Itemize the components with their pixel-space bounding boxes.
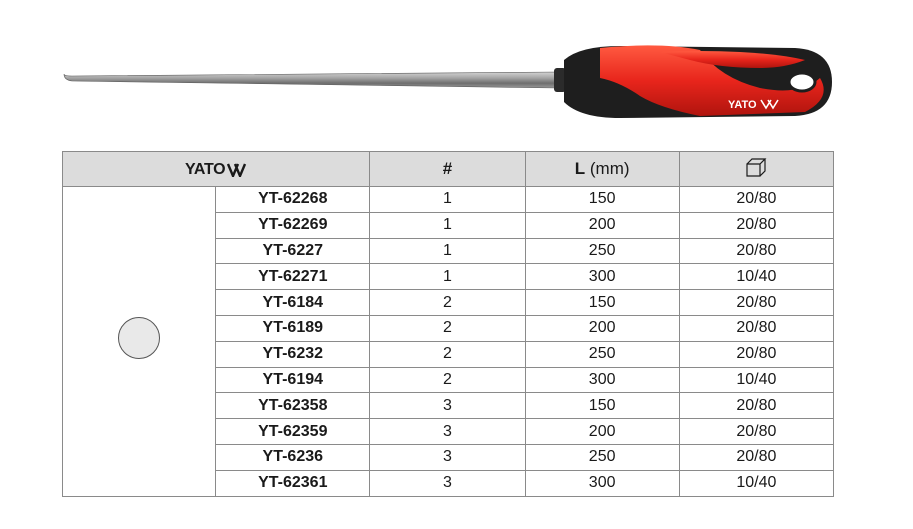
length-value: 300 [525,264,679,290]
pack-qty: 10/40 [679,470,833,496]
table-row [63,187,834,213]
length-value: 250 [525,341,679,367]
product-code: YT-62271 [216,264,370,290]
pack-header [679,152,833,187]
length-label: L [574,159,586,178]
length-value: 200 [525,212,679,238]
cut-number: 2 [370,315,525,341]
length-value: 200 [525,419,679,445]
pack-qty: 10/40 [679,264,833,290]
cut-number: 1 [370,264,525,290]
pack-qty: 20/80 [679,212,833,238]
pack-qty: 20/80 [679,444,833,470]
cut-number: 2 [370,290,525,316]
length-value: 250 [525,444,679,470]
cut-number: 1 [370,238,525,264]
hash-symbol: # [442,159,453,178]
product-code: YT-62269 [216,212,370,238]
brand-header [63,152,370,187]
product-code: YT-6227 [216,238,370,264]
pack-qty: 20/80 [679,341,833,367]
round-profile-icon [118,317,160,359]
cut-number: 3 [370,470,525,496]
length-value: 150 [525,393,679,419]
pack-qty: 20/80 [679,393,833,419]
length-header [525,152,679,187]
pack-qty: 20/80 [679,315,833,341]
brand-logo [185,161,247,179]
length-value: 250 [525,238,679,264]
cut-number-header [370,152,525,187]
box-icon [745,157,767,177]
handle-brand-text: YATO [728,99,757,111]
cut-number: 3 [370,393,525,419]
cut-number: 1 [370,212,525,238]
table-header-row [63,152,834,187]
pack-qty: 10/40 [679,367,833,393]
product-code: YT-6236 [216,444,370,470]
length-unit: (mm) [589,159,630,178]
product-code: YT-62358 [216,393,370,419]
pack-qty: 20/80 [679,238,833,264]
pack-qty: 20/80 [679,290,833,316]
product-code: YT-6184 [216,290,370,316]
product-code: YT-62268 [216,187,370,213]
brand-mark-icon [227,163,247,177]
product-code: YT-6232 [216,341,370,367]
profile-shape-cell [63,187,216,497]
cut-number: 2 [370,367,525,393]
product-spec-table [62,151,834,497]
cut-number: 3 [370,444,525,470]
length-value: 300 [525,367,679,393]
length-value: 200 [525,315,679,341]
pack-qty: 20/80 [679,187,833,213]
round-file-image [60,38,840,124]
length-value: 150 [525,187,679,213]
cut-number: 2 [370,341,525,367]
product-code: YT-62359 [216,419,370,445]
length-value: 150 [525,290,679,316]
pack-qty: 20/80 [679,419,833,445]
length-value: 300 [525,470,679,496]
cut-number: 3 [370,419,525,445]
cut-number: 1 [370,187,525,213]
brand-text: YATO [185,161,226,178]
product-code: YT-62361 [216,470,370,496]
product-code: YT-6189 [216,315,370,341]
product-code: YT-6194 [216,367,370,393]
